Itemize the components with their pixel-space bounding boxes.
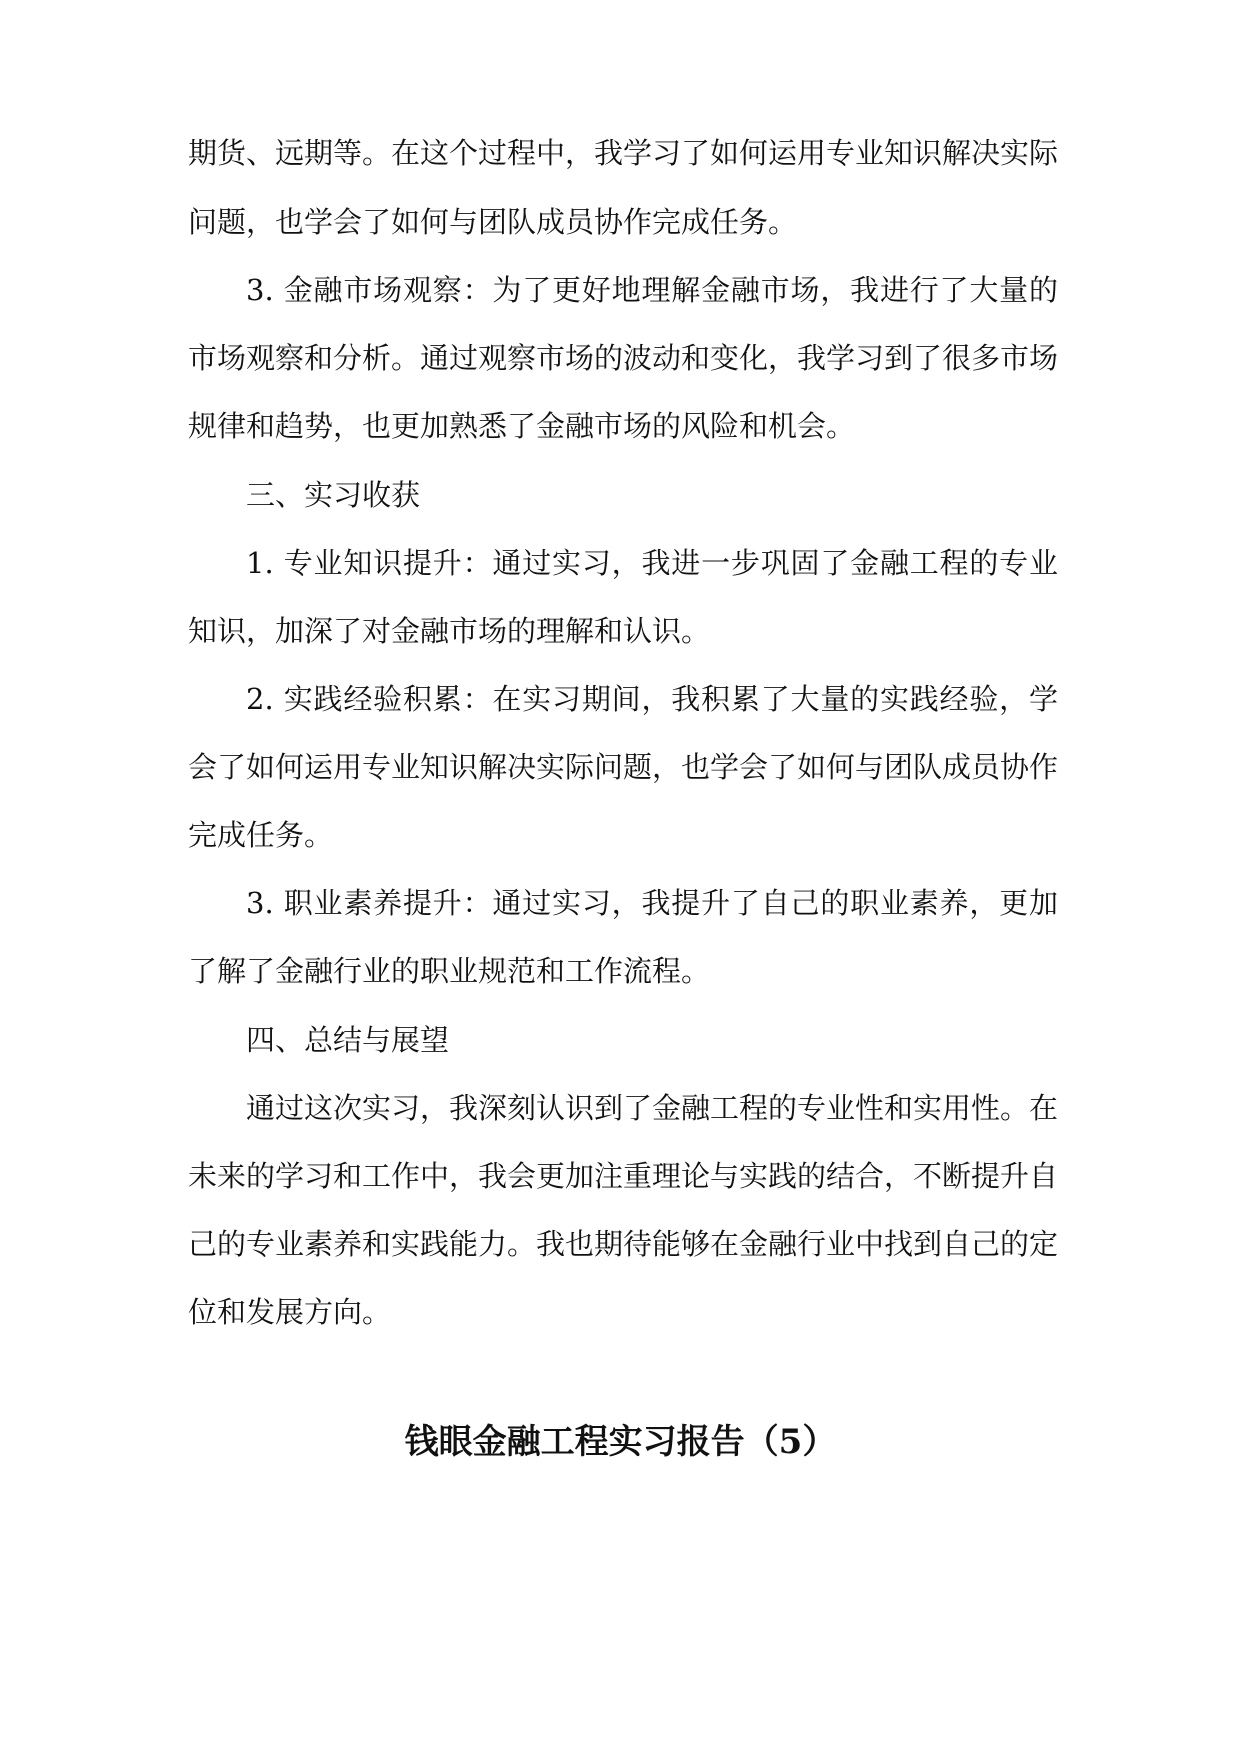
paragraph-line: 期货、远期等。在这个过程中，我学习了如何运用专业知识解决实际 [188,136,1058,170]
paragraph-line: 2. 实践经验积累：在实习期间，我积累了大量的实践经验，学 [246,682,1058,716]
paragraph-line: 会了如何运用专业知识解决实际问题，也学会了如何与团队成员协作 [188,750,1058,784]
paragraph-line: 问题，也学会了如何与团队成员协作完成任务。 [188,205,798,239]
paragraph-line: 未来的学习和工作中，我会更加注重理论与实践的结合，不断提升自 [188,1159,1058,1193]
paragraph-line: 3. 金融市场观察：为了更好地理解金融市场，我进行了大量的 [246,273,1058,307]
paragraph-line: 己的专业素养和实践能力。我也期待能够在金融行业中找到自己的定 [188,1227,1058,1261]
paragraph-line: 通过这次实习，我深刻认识到了金融工程的专业性和实用性。在 [246,1091,1058,1125]
paragraph-line: 3. 职业素养提升：通过实习，我提升了自己的职业素养，更加 [246,886,1058,920]
paragraph-line: 市场观察和分析。通过观察市场的波动和变化，我学习到了很多市场 [188,341,1058,375]
section-heading: 三、实习收获 [246,478,421,512]
paragraph-line: 知识，加深了对金融市场的理解和认识。 [188,614,711,648]
paragraph-line: 1. 专业知识提升：通过实习，我进一步巩固了金融工程的专业 [246,546,1058,580]
paragraph-line: 完成任务。 [188,818,334,852]
next-report-title: 钱眼金融工程实习报告（5） [404,1422,837,1462]
paragraph-line: 位和发展方向。 [188,1295,392,1329]
section-heading: 四、总结与展望 [246,1023,450,1057]
paragraph-line: 规律和趋势，也更加熟悉了金融市场的风险和机会。 [188,409,856,443]
paragraph-line: 了解了金融行业的职业规范和工作流程。 [188,954,711,988]
